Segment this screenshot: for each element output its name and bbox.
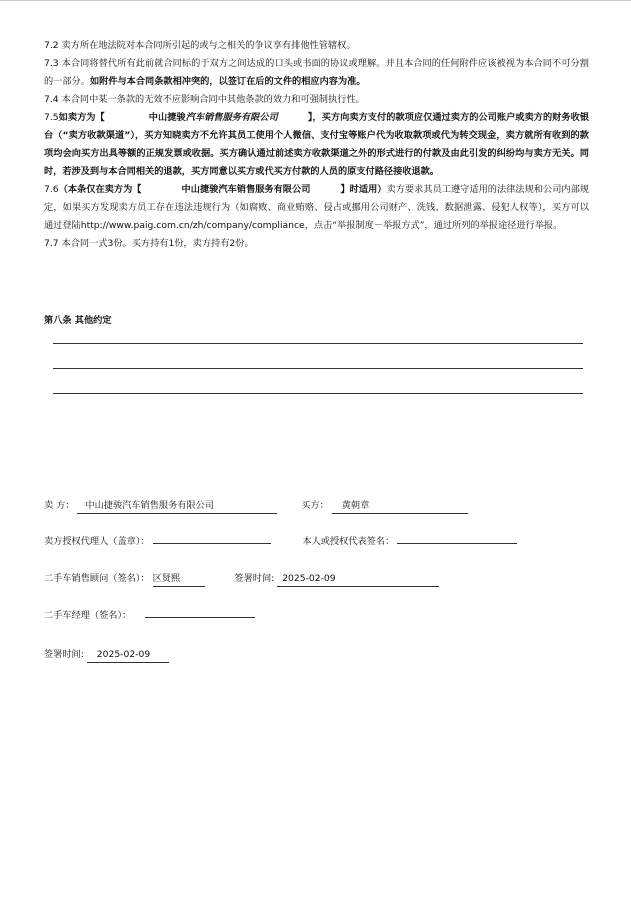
clause-7-5-close: 】，	[307, 112, 322, 123]
clause-7-3-bold: 如附件与本合同条款相冲突的，以签订在后的文件的相应内容为准。	[89, 76, 366, 87]
other-terms-line-3[interactable]	[53, 393, 583, 394]
final-time-row	[44, 646, 169, 664]
consultant-signature-field[interactable]: 区贤熙	[153, 572, 205, 587]
clause-7-6-text: 卖方要求其员工遵守适用的法律法规和公司内部规定，如果买方发现卖方员工存在违法违规行为（如腐败、商业贿赂、侵占或挪用公司财产、洗钱、数据泄露、侵犯人权等），买方可以通过登陆http://www.paig.com.cn/zh/company/compliance，点击“举报制度－举报方式”，通过所列的举报途径进行举报。	[44, 184, 590, 231]
consultant-row	[44, 570, 439, 588]
clause-7-6-close: 】时适用）	[340, 184, 387, 195]
clause-7-3-number: 7.3	[44, 58, 62, 69]
other-terms-line-2[interactable]	[53, 368, 583, 369]
clause-7-3-text: 本合同将替代所有此前就合同标的于双方之间达成的口头或书面的协议或理解。并且本合同的任何附件应该被视为本合同不可分割的一部分。	[44, 58, 589, 87]
final-time-label: 签署时间:	[44, 649, 84, 660]
seller-buyer-row	[44, 497, 468, 515]
sign-time-label: 签署时间:	[234, 573, 275, 584]
manager-label: 二手车经理（签名）：	[44, 610, 132, 621]
clauses-block	[44, 37, 589, 253]
final-time-field[interactable]: 2025-02-09	[87, 648, 169, 663]
buyer-signature-field[interactable]	[397, 543, 517, 544]
page-top-border	[0, 0, 631, 1]
clause-7-6	[44, 181, 589, 235]
buyer-name-field[interactable]: 黄朝章	[332, 499, 468, 514]
clause-7-5-number: 7.5	[44, 112, 59, 123]
clause-7-6-number: 7.6	[44, 184, 59, 195]
clause-7-4: 7.4 本合同中某一条款的无效不应影响合同中其他条款的效力和可强制执行性。	[44, 94, 365, 105]
manager-signature-field[interactable]	[145, 617, 255, 618]
seller-name-field[interactable]: 中山捷骏汽车销售服务有限公司	[77, 499, 277, 514]
seller-agent-label: 卖方授权代理人（盖章）：	[44, 536, 150, 547]
section-8-title: 第八条 其他约定	[44, 315, 112, 326]
agent-row	[44, 533, 517, 551]
consultant-label: 二手车销售顾问（签名）：	[44, 573, 150, 584]
sign-time-field[interactable]: 2025-02-09	[277, 572, 439, 587]
other-terms-line-1[interactable]	[53, 343, 583, 344]
clause-7-5	[44, 109, 589, 181]
clause-7-6-lead: （本条仅在卖方为【	[58, 184, 142, 195]
clause-7-6-company: 中山捷骏汽车销售服务有限公司	[181, 184, 311, 195]
clause-7-3	[44, 55, 589, 91]
clause-7-5-lead: 如卖方为【	[58, 112, 105, 123]
buyer-signature-label: 本人或授权代表签名：	[302, 536, 395, 547]
buyer-label: 买方：	[301, 500, 329, 511]
seller-label: 卖 方：	[44, 500, 75, 511]
clause-7-5-text: 买方向卖方支付的款项应仅通过卖方的公司账户或卖方的财务收银台（“卖方收款渠道”），买方知晓卖方不允许其员工使用个人微信、支付宝等账户代为收取款项或代为转交现金，卖方就所有收到的款项均会向买方出具等额的正规发票或收据。买方确认通过前述卖方收款渠道之外的形式进行的付款及由此引发的纠纷均与卖方无关。同时，若涉及到与本合同相关的退款，买方同意以买方或代买方付款的人员的原支付路径接收退款。	[44, 112, 590, 177]
manager-row	[44, 607, 255, 625]
seller-agent-seal-field[interactable]	[153, 543, 271, 544]
clause-7-7: 7.7 本合同一式3份。买方持有1份，卖方持有2份。	[44, 238, 254, 249]
clause-7-2: 7.2 卖方所在地法院对本合同所引起的或与之相关的争议享有排他性管辖权。	[44, 40, 356, 51]
clause-7-5-company: 中山捷骏汽车销售服务有限公司	[148, 112, 278, 123]
